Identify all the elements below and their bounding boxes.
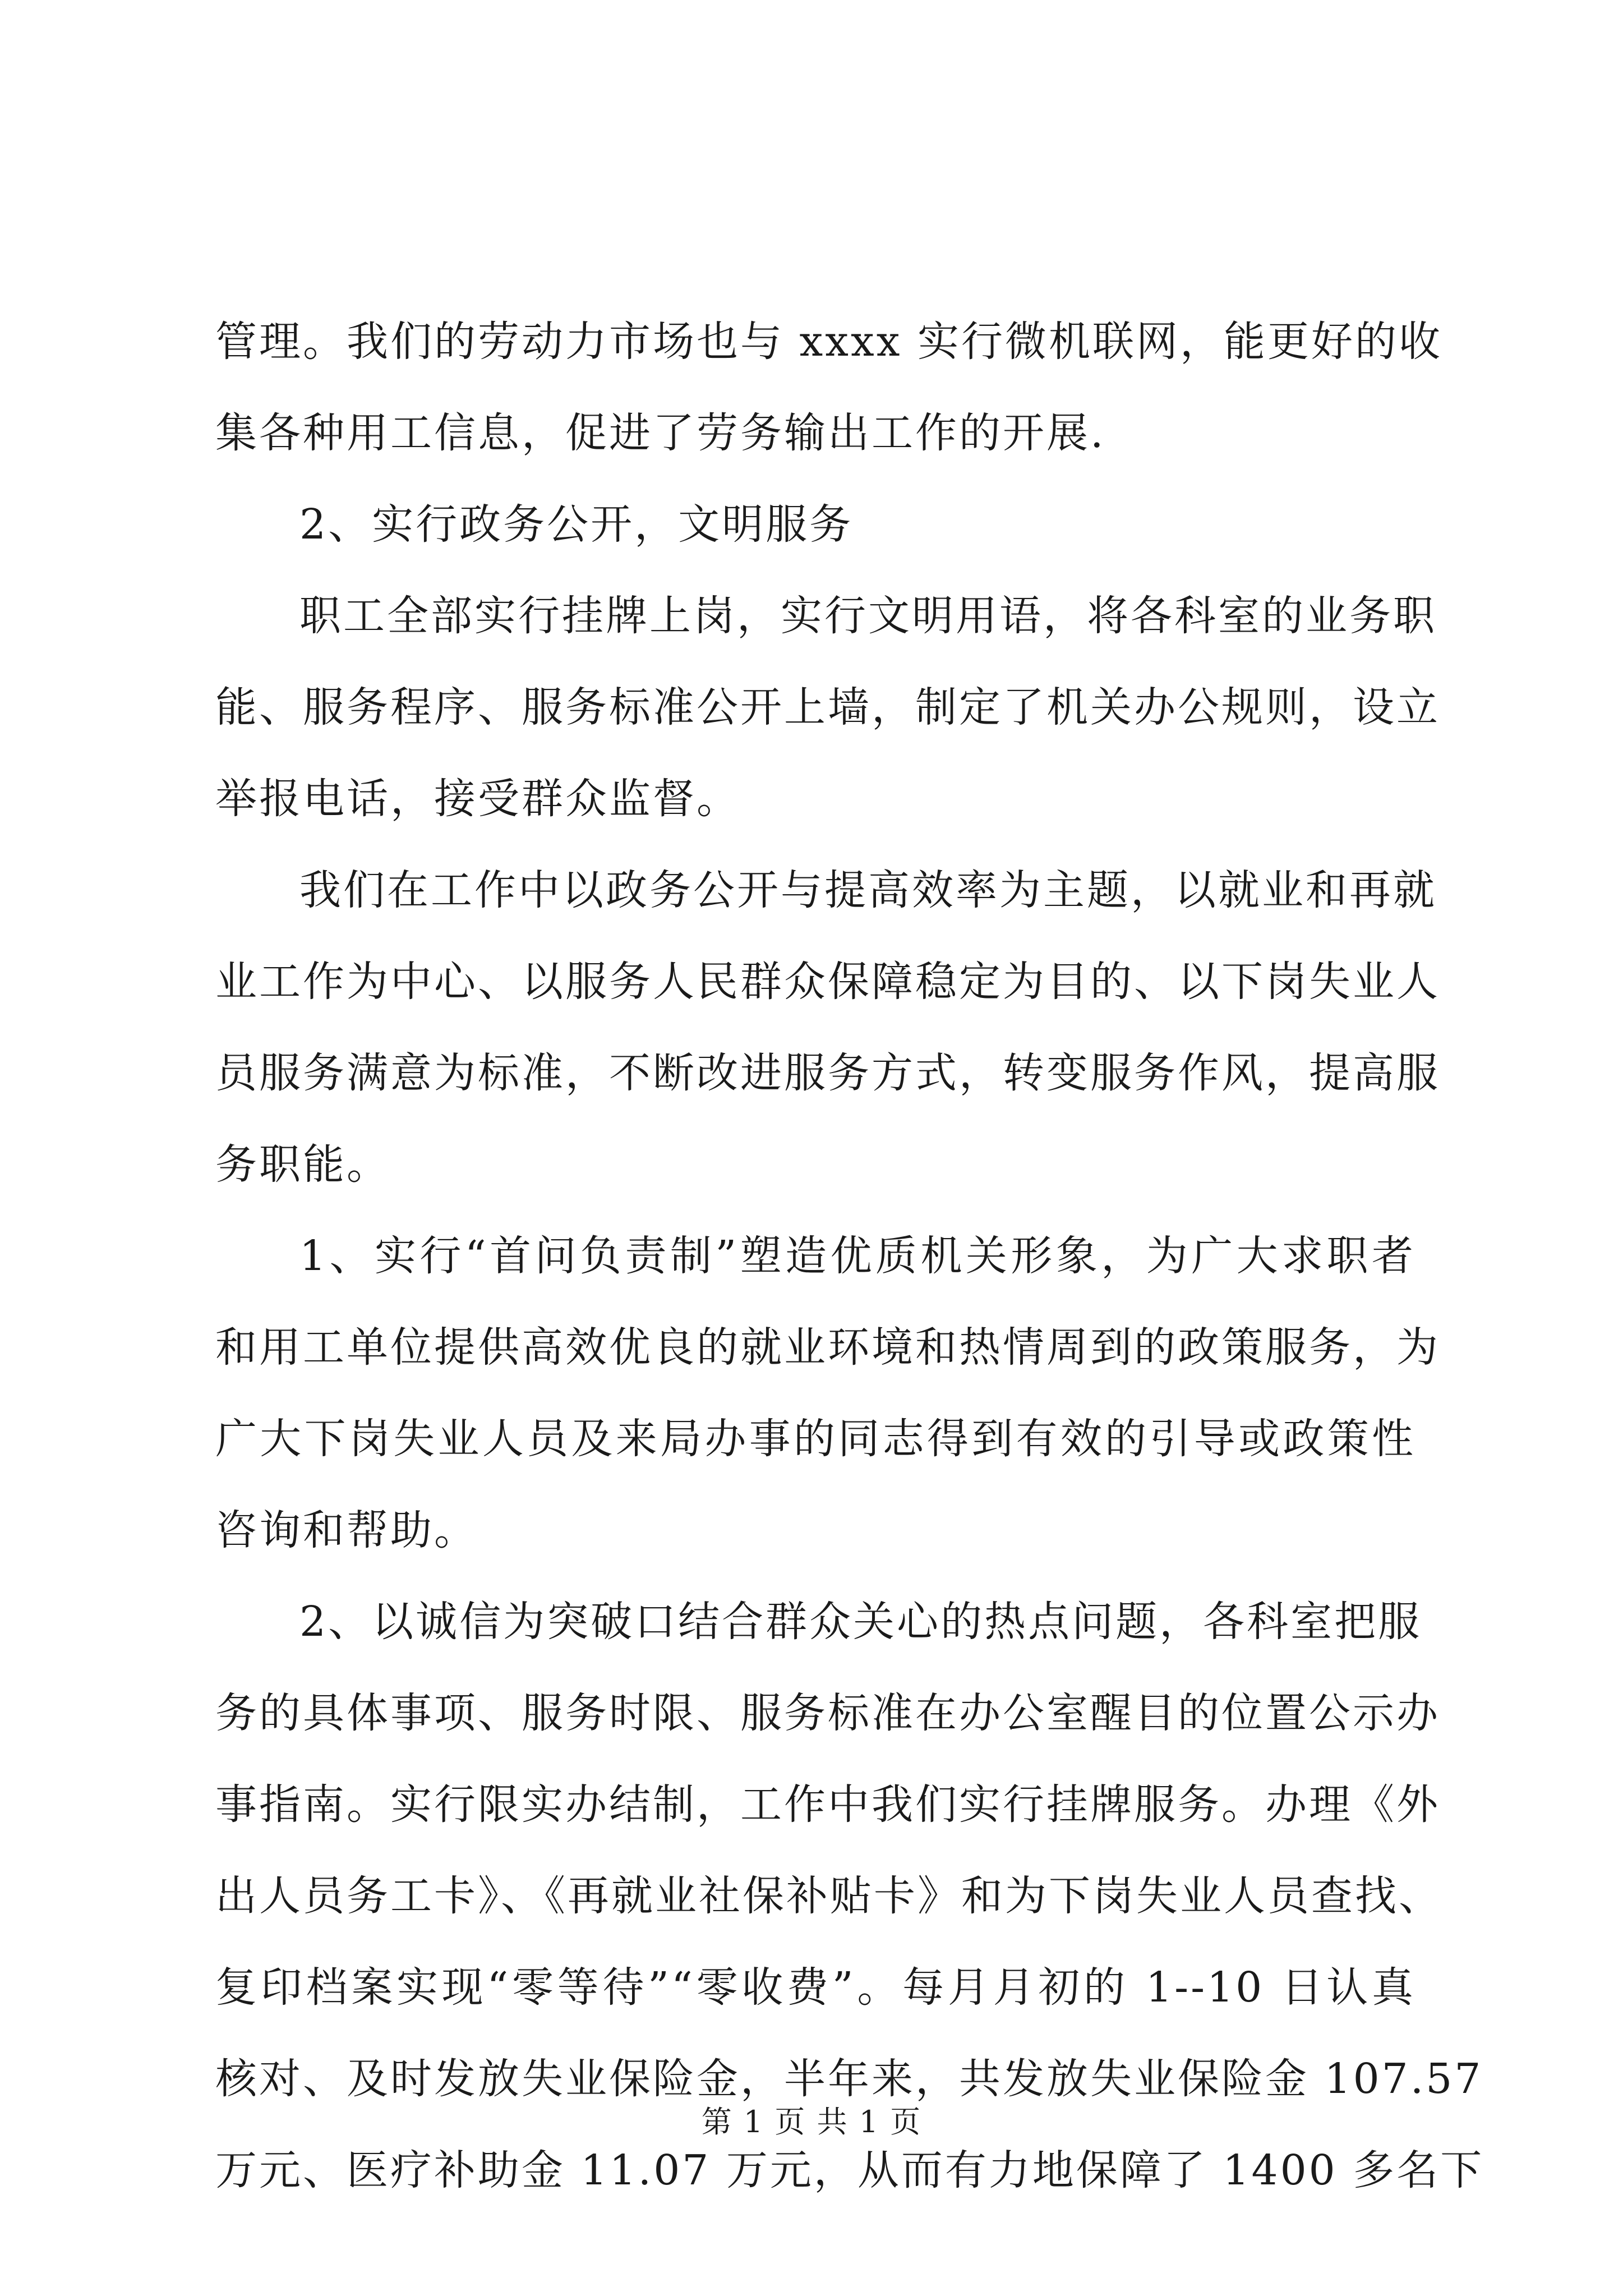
text-line-2: 集各种用工信息，促进了劳务输出工作的开展. (215, 409, 1106, 457)
text-line-11: 1、实行“首问负责制”塑造优质机关形象，为广大求职者 (299, 1232, 1415, 1280)
text-line-21: 万元、医疗补助金 11.07 万元，从而有力地保障了 1400 多名下 (215, 2146, 1484, 2194)
text-line-6: 举报电话，接受群众监督。 (215, 775, 740, 823)
text-line-13: 广大下岗失业人员及来局办事的同志得到有效的引导或政策性 (215, 1415, 1415, 1463)
text-line-17: 事指南。实行限实办结制，工作中我们实行挂牌服务。办理《外 (215, 1780, 1440, 1829)
text-line-1: 管理。我们的劳动力市场也与 xxxx 实行微机联网，能更好的收 (215, 318, 1442, 366)
text-line-9: 员服务满意为标准，不断改进服务方式，转变服务作风，提高服 (215, 1049, 1440, 1097)
text-line-5: 能、服务程序、服务标准公开上墙，制定了机关办公规则，设立 (215, 683, 1440, 731)
section-heading: 2、实行政务公开，文明服务 (299, 500, 854, 549)
text-line-8: 业工作为中心、以服务人民群众保障稳定为目的、以下岗失业人 (215, 958, 1440, 1006)
document-body (215, 296, 1484, 2216)
text-line-16: 务的具体事项、服务时限、服务标准在办公室醒目的位置公示办 (215, 1689, 1440, 1737)
text-line-20: 核对、及时发放失业保险金，半年来，共发放失业保险金 107.57 (215, 2055, 1483, 2103)
text-line-15: 2、以诚信为突破口结合群众关心的热点问题，各科室把服 (299, 1598, 1422, 1646)
text-line-10: 务职能。 (215, 1140, 390, 1189)
text-line-19: 复印档案实现“零等待”“零收费”。每月月初的 1--10 日认真 (215, 1963, 1415, 2012)
text-line-18: 出人员务工卡》、《再就业社保补贴卡》和为下岗失业人员查找、 (215, 1872, 1442, 1920)
text-line-4: 职工全部实行挂牌上岗，实行文明用语，将各科室的业务职 (299, 592, 1437, 640)
text-line-7: 我们在工作中以政务公开与提高效率为主题，以就业和再就 (299, 866, 1437, 914)
text-line-12: 和用工单位提供高效优良的就业环境和热情周到的政策服务，为 (215, 1323, 1440, 1372)
text-line-14: 咨询和帮助。 (215, 1506, 478, 1554)
page-number-footer: 第 1 页 共 1 页 (701, 2104, 922, 2139)
